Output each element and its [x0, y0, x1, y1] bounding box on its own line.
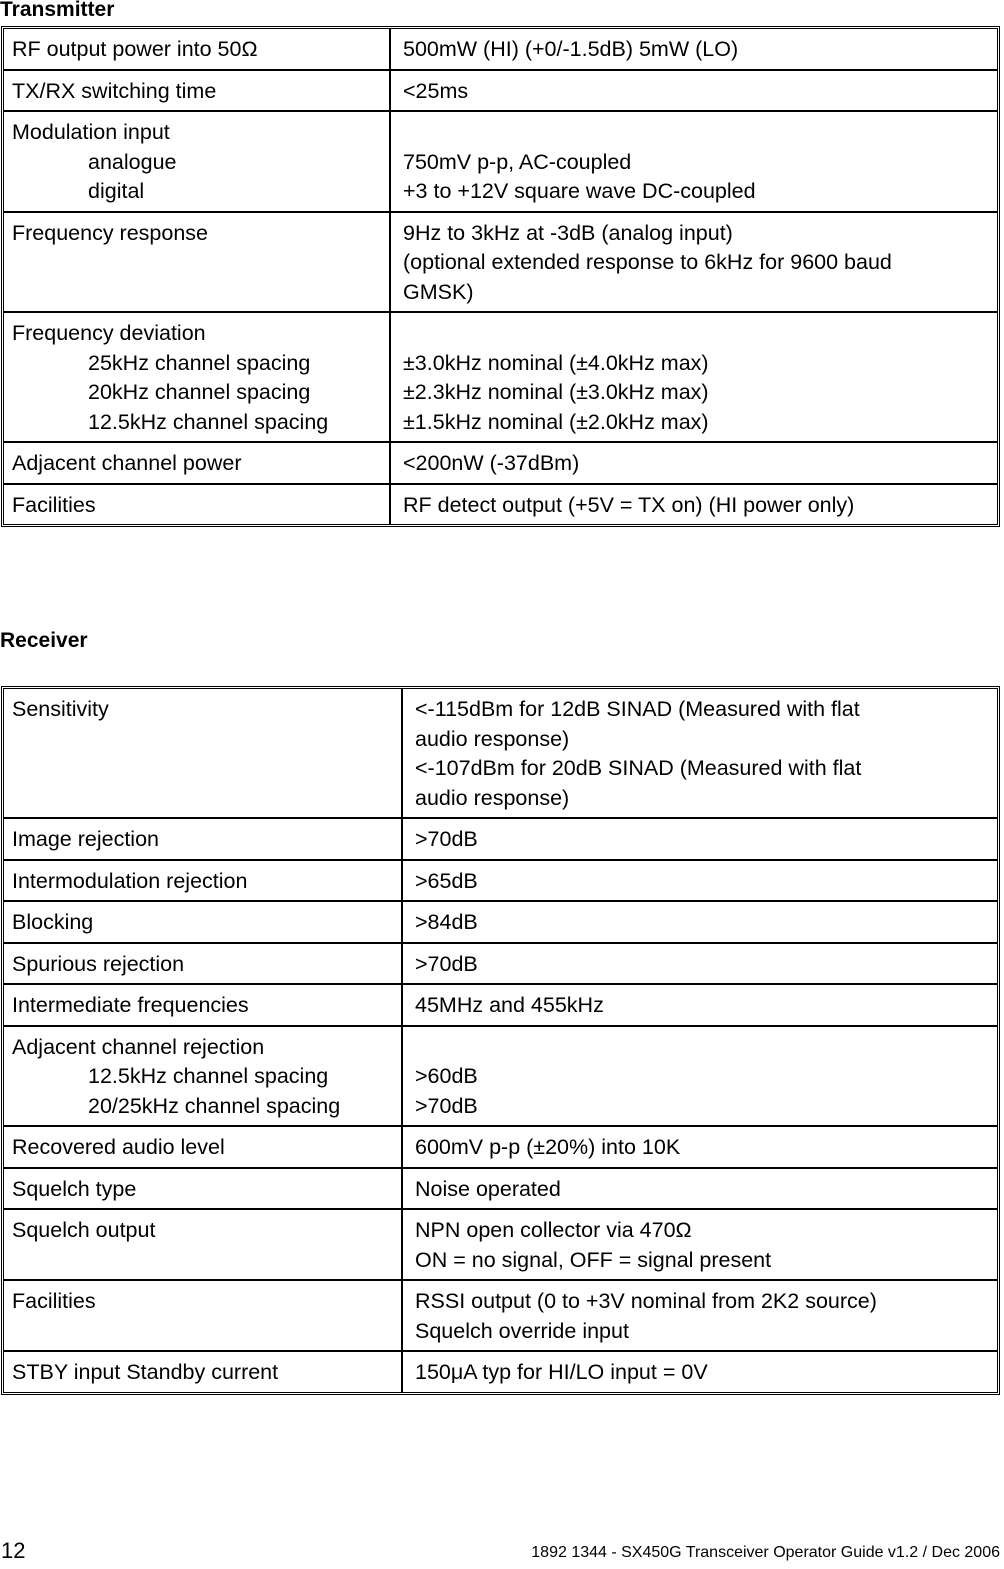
spec-label: Facilities: [12, 492, 96, 517]
spec-value: (optional extended response to 6kHz for 9600 baud: [403, 250, 892, 274]
spec-value: RSSI output (0 to +3V nominal from 2K2 source): [415, 1289, 877, 1313]
spec-value-cell: [403, 1027, 997, 1126]
spec-row: [4, 1350, 997, 1392]
spec-label: Frequency response: [12, 220, 208, 245]
spec-label-cell: [4, 443, 391, 483]
spec-value-cell: [403, 819, 997, 859]
spec-label: Intermodulation rejection: [12, 868, 248, 893]
spec-row: [4, 900, 997, 942]
spec-row: [4, 1208, 997, 1279]
spec-value: [403, 118, 989, 148]
spec-label: Frequency deviation: [12, 321, 206, 345]
spec-label-cell: [4, 861, 403, 901]
spec-sublabel: 12.5kHz channel spacing: [88, 409, 329, 434]
spec-value-cell: [403, 1210, 997, 1279]
spec-row: [4, 110, 997, 211]
spec-value: 750mV p-p, AC-coupled: [403, 149, 632, 174]
document-reference: 1892 1344 - SX450G Transceiver Operator Guide v1.2 / Dec 2006: [531, 1544, 1000, 1561]
spec-label: Intermediate frequencies: [12, 993, 249, 1017]
spec-label-cell: [4, 1169, 403, 1209]
spec-label-cell: [4, 902, 403, 942]
spec-sublabel: 20kHz channel spacing: [88, 380, 311, 404]
spec-label: Sensitivity: [12, 697, 109, 721]
spec-value-cell: [391, 29, 997, 69]
spec-label: Adjacent channel power: [12, 451, 242, 475]
spec-value: [415, 1033, 989, 1063]
spec-label-cell: [4, 1210, 403, 1279]
spec-row: [4, 211, 997, 312]
spec-value-cell: [403, 902, 997, 942]
spec-value-cell: [403, 985, 997, 1025]
spec-label-cell: [4, 1281, 403, 1350]
spec-value: >70dB: [415, 951, 478, 976]
spec-row: [4, 483, 997, 525]
spec-value: <25ms: [403, 78, 469, 103]
spec-label-cell: [4, 29, 391, 69]
spec-value: 45MHz and 455kHz: [415, 993, 604, 1017]
spec-row: [4, 1125, 997, 1167]
spec-label-cell: [4, 485, 391, 525]
spec-value-cell: [391, 112, 997, 211]
spec-label: TX/RX switching time: [12, 78, 217, 103]
spec-label: Modulation input: [12, 120, 170, 144]
spec-label-cell: [4, 112, 391, 211]
spec-row: [4, 1167, 997, 1209]
spec-value-cell: [391, 213, 997, 312]
spec-value: ±3.0kHz nominal (±4.0kHz max): [403, 350, 709, 375]
spec-label: Facilities: [12, 1289, 96, 1313]
spec-sublabel: 20/25kHz channel spacing: [88, 1093, 341, 1118]
spec-row: [4, 29, 997, 69]
spec-value: Noise operated: [415, 1176, 561, 1201]
spec-label: STBY input Standby current: [12, 1360, 279, 1384]
spec-row: [4, 859, 997, 901]
spec-row: [4, 311, 997, 441]
spec-value-cell: [403, 1281, 997, 1350]
page-number: 12: [1, 1538, 26, 1563]
spec-label: Squelch type: [12, 1176, 137, 1201]
spec-label-cell: [4, 1127, 403, 1167]
spec-value: >65dB: [415, 868, 478, 893]
spec-value: ±1.5kHz nominal (±2.0kHz max): [403, 409, 709, 434]
spec-value: [403, 319, 989, 349]
spec-label-cell: [4, 1352, 403, 1392]
spec-sublabel: digital: [88, 179, 145, 203]
spec-sublabel: 25kHz channel spacing: [88, 350, 311, 375]
spec-value-cell: [391, 443, 997, 483]
spec-value: ON = no signal, OFF = signal present: [415, 1247, 772, 1272]
spec-value-cell: [391, 485, 997, 525]
spec-label: Image rejection: [12, 827, 159, 851]
transmitter-spec-table: [1, 26, 1000, 527]
spec-label: Squelch output: [12, 1218, 156, 1242]
spec-value: RF detect output (+5V = TX on) (HI power only): [403, 492, 855, 517]
spec-label-cell: [4, 689, 403, 817]
receiver-spec-table: [1, 686, 1000, 1395]
spec-row: [4, 983, 997, 1025]
spec-value: audio response): [415, 785, 570, 810]
spec-value-cell: [403, 944, 997, 984]
spec-value: <-115dBm for 12dB SINAD (Measured with flat: [415, 697, 860, 721]
spec-label-cell: [4, 985, 403, 1025]
spec-value-cell: [403, 861, 997, 901]
spec-row: [4, 689, 997, 817]
spec-label: Blocking: [12, 910, 94, 934]
spec-row: [4, 1279, 997, 1350]
spec-row: [4, 1025, 997, 1126]
spec-value: >70dB: [415, 827, 478, 851]
spec-value-cell: [403, 1127, 997, 1167]
spec-value: 9Hz to 3kHz at -3dB (analog input): [403, 220, 733, 245]
spec-value-cell: [391, 71, 997, 111]
spec-value: >84dB: [415, 910, 478, 934]
transmitter-heading: Transmitter: [0, 0, 115, 21]
spec-sublabel: 12.5kHz channel spacing: [88, 1064, 329, 1088]
spec-value: <200nW (-37dBm): [403, 451, 580, 475]
spec-value: >70dB: [415, 1093, 478, 1118]
spec-label-cell: [4, 819, 403, 859]
spec-value: ±2.3kHz nominal (±3.0kHz max): [403, 380, 709, 404]
spec-label: RF output power into 50Ω: [12, 37, 258, 61]
spec-value: <-107dBm for 20dB SINAD (Measured with flat: [415, 756, 862, 780]
spec-value-cell: [403, 1352, 997, 1392]
spec-value: +3 to +12V square wave DC-coupled: [403, 179, 756, 203]
spec-value: Squelch override input: [415, 1318, 629, 1343]
spec-value: 500mW (HI) (+0/-1.5dB) 5mW (LO): [403, 37, 739, 61]
spec-label-cell: [4, 71, 391, 111]
spec-sublabel: analogue: [88, 149, 177, 174]
spec-value: 150μA typ for HI/LO input = 0V: [415, 1360, 708, 1384]
spec-value-cell: [403, 689, 997, 817]
spec-label: Spurious rejection: [12, 951, 185, 976]
spec-label: Adjacent channel rejection: [12, 1034, 265, 1059]
spec-value: GMSK): [403, 279, 474, 304]
spec-row: [4, 69, 997, 111]
spec-value: audio response): [415, 726, 570, 751]
spec-label-cell: [4, 1027, 403, 1126]
spec-value-cell: [403, 1169, 997, 1209]
spec-label: Recovered audio level: [12, 1135, 225, 1159]
receiver-heading: Receiver: [0, 629, 88, 652]
spec-value: 600mV p-p (±20%) into 10K: [415, 1135, 681, 1159]
spec-value: NPN open collector via 470Ω: [415, 1218, 692, 1242]
spec-value: >60dB: [415, 1064, 478, 1088]
spec-row: [4, 942, 997, 984]
spec-value-cell: [391, 313, 997, 441]
spec-row: [4, 441, 997, 483]
spec-label-cell: [4, 944, 403, 984]
spec-row: [4, 817, 997, 859]
spec-label-cell: [4, 313, 391, 441]
spec-label-cell: [4, 213, 391, 312]
